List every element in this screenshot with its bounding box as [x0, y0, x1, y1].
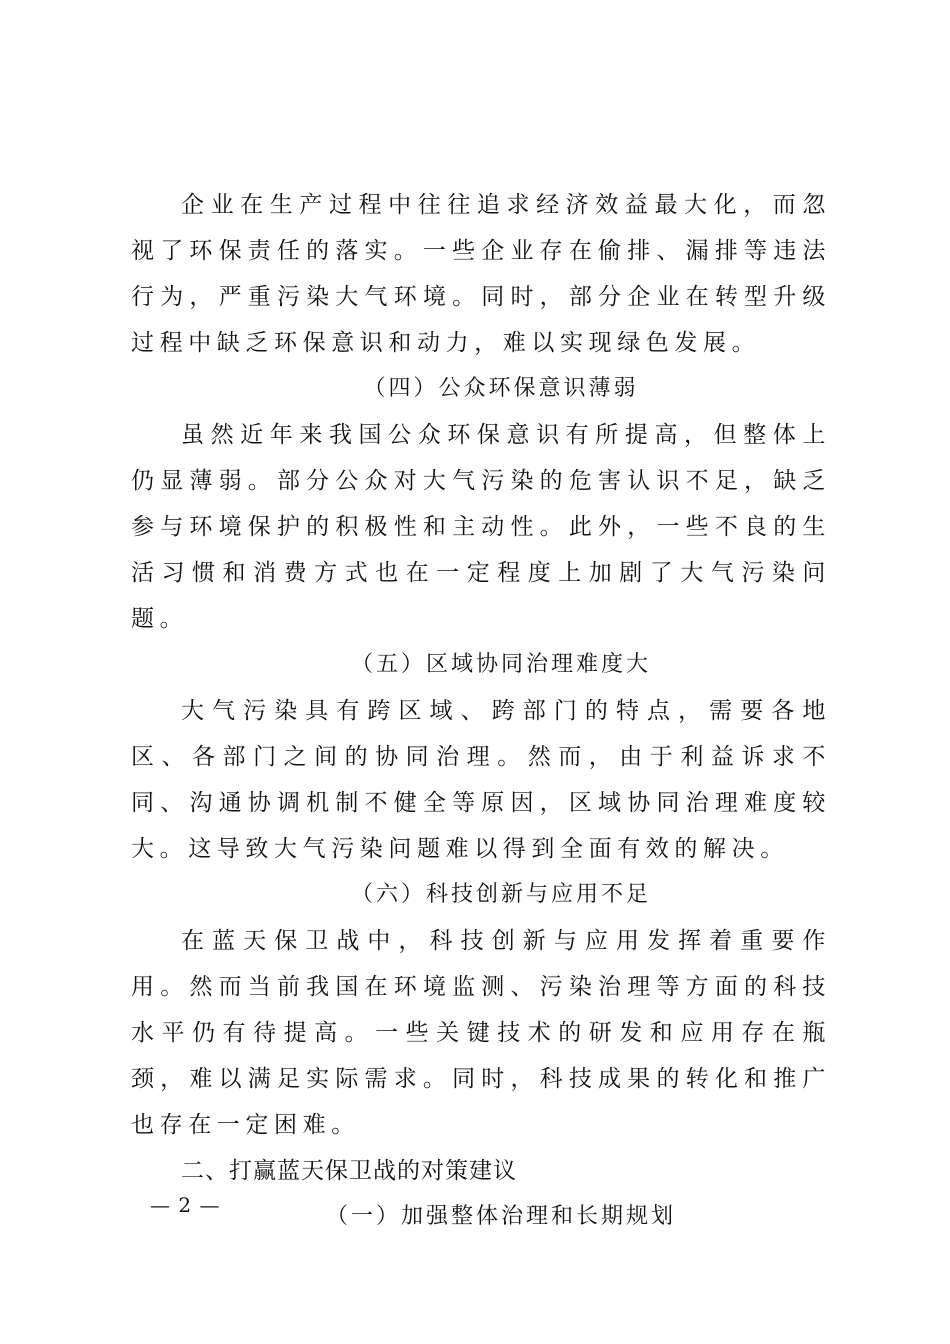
paragraph-public-awareness: 虽然近年来我国公众环保意识有所提高，但整体上仍显薄弱。部分公众对大气污染的危害认识不足，缺乏参与环境保护的积极性和主动性。此外，一些不良的生活习惯和消费方式也在一定程度上加剧了大气污染问题。 — [131, 422, 831, 632]
subheading-tech-innovation: （六）科技创新与应用不足 — [350, 882, 651, 907]
page-number: — 2 — — [150, 1193, 221, 1217]
paragraph-regional-coordination: 大气污染具有跨区域、跨部门的特点，需要各地区、各部门之间的协同治理。然而，由于利益诉求不同、沟通协调机制不健全等原因，区域协同治理难度较大。这导致大气污染问题难以得到全面有效的解决。 — [131, 698, 831, 862]
paragraph-enterprise-responsibility: 企业在生产过程中往往追求经济效益最大化，而忽视了环保责任的落实。一些企业存在偷排、漏排等违法行为，严重污染大气环境。同时，部分企业在转型升级过程中缺乏环保意识和动力，难以实现绿色发展。 — [131, 192, 831, 356]
section-heading-countermeasures: 二、打赢蓝天保卫战的对策建议 — [181, 1158, 517, 1184]
paragraph-tech-innovation: 在蓝天保卫战中，科技创新与应用发挥着重要作用。然而当前我国在环境监测、污染治理等方面的科技水平仍有待提高。一些关键技术的研发和应用存在瓶颈，难以满足实际需求。同时，科技成果的转化和推广也存在一定困难。 — [131, 928, 831, 1138]
subheading-public-awareness: （四）公众环保意识薄弱 — [363, 376, 639, 401]
document-body — [131, 182, 831, 1240]
subheading-overall-governance: （一）加强整体治理和长期规划 — [325, 1204, 676, 1229]
subheading-regional-coordination: （五）区域协同治理难度大 — [350, 652, 651, 677]
